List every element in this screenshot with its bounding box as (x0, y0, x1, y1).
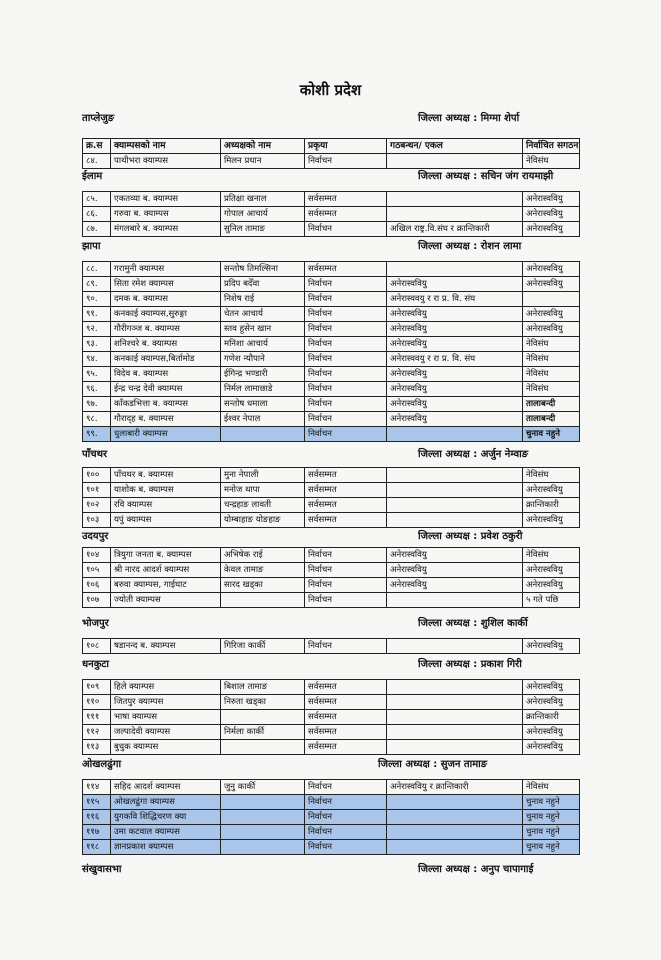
cell-proc: निर्वाचन (305, 427, 387, 442)
cell-n: ११३ (83, 740, 111, 755)
cell-alliance (387, 154, 523, 169)
cell-proc: निर्वाचन (305, 593, 387, 608)
cell-n: १०८ (83, 639, 111, 654)
cell-result: अनेरास्ववियु (523, 639, 580, 654)
cell-alliance (387, 795, 523, 810)
cell-alliance: अनेरास्ववियु (387, 307, 523, 322)
district-president: जिल्ला अध्यक्ष : प्रकाश गिरी (418, 659, 522, 670)
table-row (83, 725, 580, 740)
cell-chair: बिशाल तामाङ (221, 680, 305, 695)
district-header (82, 658, 582, 671)
table-row (83, 337, 580, 352)
cell-proc: निर्वाचन (305, 222, 387, 237)
cell-proc: निर्वाचन (305, 780, 387, 795)
cell-n: ११५ (83, 795, 111, 810)
table-row (83, 810, 580, 825)
cell-n: १०९ (83, 680, 111, 695)
cell-chair: प्रतिक्षा खनाल (221, 192, 305, 207)
cell-proc: सर्वसम्मत (305, 513, 387, 528)
cell-campus: शनिश्चरे ब. क्याम्पस (111, 337, 221, 352)
cell-result: नेविसंघ (523, 548, 580, 563)
cell-chair: निर्मल लामाछाडे (221, 382, 305, 397)
district-name: ताप्लेजुङ (82, 113, 115, 124)
cell-chair: सन्तोष तिमल्सिना (221, 262, 305, 277)
cell-n: ९१. (83, 307, 111, 322)
cell-n: ८५. (83, 192, 111, 207)
cell-result: अनेरास्ववियु (523, 483, 580, 498)
cell-campus: भाषा क्याम्पस (111, 710, 221, 725)
cell-n: ९९. (83, 427, 111, 442)
cell-campus: त्रियुगा जनता ब. क्याम्पस (111, 548, 221, 563)
cell-proc: निर्वाचन (305, 397, 387, 412)
cell-alliance: अनेरास्ववियु (387, 322, 523, 337)
cell-proc: निर्वाचन (305, 563, 387, 578)
cell-proc: निर्वाचन (305, 578, 387, 593)
cell-chair: गणेश न्यौपाने (221, 352, 305, 367)
cell-proc: निर्वाचन (305, 825, 387, 840)
cell-alliance (387, 840, 523, 855)
cell-n: ८९. (83, 277, 111, 292)
cell-campus: बुधुक क्याम्पस (111, 740, 221, 755)
cell-alliance: अनेरास्ववियु (387, 412, 523, 427)
cell-chair: मनोज थापा (221, 483, 305, 498)
district-header (82, 170, 582, 183)
cell-n: ८६. (83, 207, 111, 222)
cell-chair: सारद खड्का (221, 578, 305, 593)
cell-result: नेविसंघ (523, 382, 580, 397)
cell-n: १०२ (83, 498, 111, 513)
cell-campus: हिले क्याम्पस (111, 680, 221, 695)
cell-chair: मनिशा आचार्य (221, 337, 305, 352)
district-table (82, 779, 580, 855)
cell-chair: गोपाल आचार्य (221, 207, 305, 222)
cell-campus: ईन्द्र चन्द्र देवी क्याम्पस (111, 382, 221, 397)
cell-alliance (387, 513, 523, 528)
cell-chair: ईगिन्द्र भण्डारी (221, 367, 305, 382)
table-row (83, 412, 580, 427)
cell-alliance: अनेरास्ववियु (387, 548, 523, 563)
cell-campus: मंगलबारे ब. क्याम्पस (111, 222, 221, 237)
cell-alliance: अनेरास्ववियु (387, 382, 523, 397)
cell-result: अनेरास्ववियु (523, 680, 580, 695)
cell-alliance: अनेरास्ववियु (387, 397, 523, 412)
table-row (83, 397, 580, 412)
district-name: ईलाम (82, 171, 103, 182)
cell-n: ९५. (83, 367, 111, 382)
column-header: प्रकृया (305, 139, 387, 154)
cell-proc: सर्वसम्मत (305, 725, 387, 740)
cell-campus: पाँचथर ब. क्याम्पस (111, 468, 221, 483)
cell-campus: कनकाई क्याम्पस,बिर्तामोड (111, 352, 221, 367)
table-row (83, 207, 580, 222)
cell-result: अनेरास्ववियु (523, 207, 580, 222)
cell-n: १०० (83, 468, 111, 483)
column-header: क्र.स (83, 139, 111, 154)
cell-n: १०३ (83, 513, 111, 528)
cell-result: अनेरास्ववियु (523, 578, 580, 593)
page-title: कोशी प्रदेश (299, 81, 362, 99)
cell-alliance: अनेरास्ववियु र क्रान्तिकारी (387, 780, 523, 795)
cell-proc: सर्वसम्मत (305, 695, 387, 710)
cell-proc: निर्वाचन (305, 367, 387, 382)
cell-campus: सिता रमेश क्याम्पस (111, 277, 221, 292)
cell-campus: ज्योती क्याम्पस (111, 593, 221, 608)
table-row (83, 780, 580, 795)
table-row (83, 593, 580, 608)
district-name: धनकुटा (82, 659, 110, 670)
cell-alliance: अनेरास्ववियु (387, 337, 523, 352)
table-row (83, 578, 580, 593)
cell-result: नेविसंघ (523, 154, 580, 169)
cell-result: चुनाव नहुने (523, 840, 580, 855)
table-row (83, 483, 580, 498)
cell-n: १०७ (83, 593, 111, 608)
table-row (83, 825, 580, 840)
district-table (82, 679, 580, 755)
cell-result: नेविसंघ (523, 780, 580, 795)
cell-proc: निर्वाचन (305, 639, 387, 654)
cell-n: ८७. (83, 222, 111, 237)
cell-proc: सर्वसम्मत (305, 207, 387, 222)
cell-result: तालाबन्दी (523, 397, 580, 412)
cell-n: ११८ (83, 840, 111, 855)
table-row (83, 192, 580, 207)
cell-chair: मुना नेपाली (221, 468, 305, 483)
cell-result: नेविसंघ (523, 337, 580, 352)
cell-campus: रवि क्याम्पस (111, 498, 221, 513)
district-header (82, 758, 582, 771)
table-row (83, 710, 580, 725)
table-row (83, 427, 580, 442)
table-row (83, 548, 580, 563)
cell-chair: चन्द्रहाङ लावती (221, 498, 305, 513)
cell-n: ९३. (83, 337, 111, 352)
cell-n: १०४ (83, 548, 111, 563)
cell-alliance: अनेरास्ववियु (387, 563, 523, 578)
cell-chair: स्तव हुसेन खान (221, 322, 305, 337)
cell-n: ९२. (83, 322, 111, 337)
cell-campus: युगकवि शिद्धिचरण क्या (111, 810, 221, 825)
district-name: ओखलढुंगा (82, 759, 122, 770)
cell-chair (221, 740, 305, 755)
cell-alliance (387, 725, 523, 740)
cell-result: अनेरास्ववियु (523, 513, 580, 528)
cell-campus: षडानन्द ब. क्याम्पस (111, 639, 221, 654)
column-header: क्याम्पसको नाम (111, 139, 221, 154)
district-name: भोजपुर (82, 618, 109, 629)
cell-proc: निर्वाचन (305, 548, 387, 563)
cell-n: ८८. (83, 262, 111, 277)
cell-proc: सर्वसम्मत (305, 468, 387, 483)
cell-proc: निर्वाचन (305, 292, 387, 307)
cell-proc: निर्वाचन (305, 810, 387, 825)
district-table (82, 547, 580, 608)
table-row (83, 262, 580, 277)
table-row (83, 695, 580, 710)
cell-result: अनेरास्ववियु (523, 563, 580, 578)
cell-result: तालाबन्दी (523, 412, 580, 427)
table-row (83, 352, 580, 367)
cell-result: अनेरास्ववियु (523, 222, 580, 237)
cell-alliance (387, 695, 523, 710)
cell-n: ९८. (83, 412, 111, 427)
cell-alliance: अनेरास्ववयु र रा प्र. वि. संघ (387, 352, 523, 367)
cell-result: अनेरास्ववियु (523, 740, 580, 755)
cell-chair: केवल तामाङ (221, 563, 305, 578)
cell-chair: प्रदिप बदेँवा (221, 277, 305, 292)
cell-result: क्रान्तिकारी (523, 710, 580, 725)
district-table (82, 138, 580, 169)
cell-alliance (387, 427, 523, 442)
cell-proc: निर्वाचन (305, 840, 387, 855)
cell-alliance (387, 593, 523, 608)
cell-chair (221, 825, 305, 840)
table-row (83, 382, 580, 397)
cell-alliance (387, 825, 523, 840)
cell-campus: गरामुनी क्याम्पस (111, 262, 221, 277)
cell-campus: पाथीभरा क्याम्पस (111, 154, 221, 169)
cell-alliance (387, 192, 523, 207)
cell-alliance (387, 810, 523, 825)
table-row (83, 513, 580, 528)
cell-result: अनेरास्ववियु (523, 277, 580, 292)
cell-campus: यपुं क्याम्पस (111, 513, 221, 528)
cell-result: चुनाव नहुने (523, 795, 580, 810)
cell-campus: गरुवा ब. क्याम्पस (111, 207, 221, 222)
cell-chair (221, 810, 305, 825)
cell-chair (221, 427, 305, 442)
cell-campus: श्री नारद आदर्श क्याम्पस (111, 563, 221, 578)
cell-proc: निर्वाचन (305, 352, 387, 367)
district-name: उदयपुर (82, 531, 109, 542)
cell-chair: सुनिल तामाङ (221, 222, 305, 237)
cell-chair: अभिषेक राई (221, 548, 305, 563)
cell-result (523, 292, 580, 307)
table-row (83, 795, 580, 810)
cell-proc: सर्वसम्मत (305, 262, 387, 277)
cell-alliance (387, 262, 523, 277)
column-header: अध्यक्षको नाम (221, 139, 305, 154)
column-header: निर्वाचित सगठन (523, 139, 580, 154)
table-header-row (83, 139, 580, 154)
cell-campus: सहिद आदर्श क्याम्पस (111, 780, 221, 795)
cell-n: १०१ (83, 483, 111, 498)
district-table (82, 191, 580, 237)
cell-alliance (387, 498, 523, 513)
cell-result: अनेरास्ववियु (523, 262, 580, 277)
cell-proc: सर्वसम्मत (305, 483, 387, 498)
cell-campus: धुलाबारी क्याम्पस (111, 427, 221, 442)
cell-alliance (387, 710, 523, 725)
cell-result: चुनाव नहुने (523, 427, 580, 442)
cell-proc: निर्वाचन (305, 154, 387, 169)
cell-n: ११६ (83, 810, 111, 825)
cell-campus: गौराद्ह ब. क्याम्पस (111, 412, 221, 427)
cell-campus: याशोक ब. क्याम्पस (111, 483, 221, 498)
table-row (83, 307, 580, 322)
cell-chair (221, 710, 305, 725)
table-row (83, 563, 580, 578)
table-row (83, 367, 580, 382)
cell-chair: सन्तोष धमाला (221, 397, 305, 412)
cell-alliance (387, 207, 523, 222)
cell-campus: एकतव्या ब. क्याम्पस (111, 192, 221, 207)
cell-campus: दमक ब. क्याम्पस (111, 292, 221, 307)
cell-proc: सर्वसम्मत (305, 498, 387, 513)
district-table (82, 467, 580, 528)
cell-result: ५ गते पछि (523, 593, 580, 608)
cell-proc: निर्वाचन (305, 412, 387, 427)
district-president: जिल्ला अध्यक्ष : अर्जुन नेम्वाङ (418, 449, 529, 460)
cell-alliance (387, 483, 523, 498)
cell-alliance: अनेरास्ववियु (387, 367, 523, 382)
cell-chair (221, 795, 305, 810)
cell-n: ९७. (83, 397, 111, 412)
district-header (82, 240, 582, 253)
cell-n: १०६ (83, 578, 111, 593)
cell-n: ९०. (83, 292, 111, 307)
cell-alliance: अखिल राष्ट्र.वि.संघ र क्रान्तिकारी (387, 222, 523, 237)
cell-n: ९४. (83, 352, 111, 367)
cell-proc: निर्वाचन (305, 277, 387, 292)
cell-chair: चेतन आचार्य (221, 307, 305, 322)
cell-result: क्रान्तिकारी (523, 498, 580, 513)
district-president: जिल्ला अध्यक्ष : शुशिल कार्की (418, 618, 528, 629)
table-row (83, 322, 580, 337)
cell-chair: निर्मला कार्की (221, 725, 305, 740)
cell-campus: गौरीगञ्ज ब. क्याम्पस (111, 322, 221, 337)
district-president: जिल्ला अध्यक्ष : मिग्मा शेर्पा (418, 113, 520, 124)
cell-result: अनेरास्ववियु (523, 695, 580, 710)
cell-campus: उमा कटवाल क्याम्पस (111, 825, 221, 840)
cell-n: ११२ (83, 725, 111, 740)
cell-campus: काँकडभित्ता ब. क्याम्पस (111, 397, 221, 412)
cell-campus: जल्पादेवी क्याम्पस (111, 725, 221, 740)
column-header: गठबन्धन/ एकल (387, 139, 523, 154)
cell-alliance (387, 680, 523, 695)
cell-alliance (387, 639, 523, 654)
cell-proc: सर्वसम्मत (305, 710, 387, 725)
cell-campus: ओखलढुंगा क्याम्पस (111, 795, 221, 810)
district-president: जिल्ला अध्यक्ष : रोशन लामा (418, 241, 522, 252)
cell-campus: ज्ञानप्रकाश क्याम्पस (111, 840, 221, 855)
table-row (83, 840, 580, 855)
cell-result: चुनाव नहुने (523, 825, 580, 840)
district-header (82, 112, 582, 125)
district-president: जिल्ला अध्यक्ष : अनुप चापागाई (418, 864, 534, 875)
table-row (83, 680, 580, 695)
cell-alliance: अनेरास्ववियु (387, 277, 523, 292)
cell-campus: विदेव ब. क्याम्पस (111, 367, 221, 382)
district-table (82, 638, 580, 654)
table-row (83, 222, 580, 237)
district-header (82, 530, 582, 543)
cell-chair (221, 593, 305, 608)
cell-n: ११७ (83, 825, 111, 840)
table-row (83, 292, 580, 307)
cell-result: नेविसंघ (523, 367, 580, 382)
district-name: झापा (82, 241, 101, 252)
cell-proc: सर्वसम्मत (305, 192, 387, 207)
cell-chair: ईश्वर नेपाल (221, 412, 305, 427)
table-row (83, 468, 580, 483)
table-row (83, 740, 580, 755)
district-president: जिल्ला अध्यक्ष : प्रवेश ठकुरी (418, 531, 523, 542)
cell-chair: योम्बाहाङ योङहाङ (221, 513, 305, 528)
district-name: पाँचथर (82, 449, 108, 460)
district-president: जिल्ला अध्यक्ष : सुजन तामाङ (378, 759, 488, 770)
cell-proc: सर्वसम्मत (305, 680, 387, 695)
cell-proc: निर्वाचन (305, 795, 387, 810)
cell-alliance (387, 740, 523, 755)
district-name: संखुवासभा (82, 864, 122, 875)
cell-chair: गिरिजा कार्की (221, 639, 305, 654)
cell-n: ९६. (83, 382, 111, 397)
cell-campus: कनकाई क्याम्पस,सुरुङ्गा (111, 307, 221, 322)
cell-result: चुनाव नहुने (523, 810, 580, 825)
district-header (82, 617, 582, 630)
cell-proc: निर्वाचन (305, 337, 387, 352)
district-table (82, 261, 580, 442)
table-row (83, 498, 580, 513)
cell-campus: जितपुर क्याम्पस (111, 695, 221, 710)
cell-campus: बरुवा क्याम्पस, गाईघाट (111, 578, 221, 593)
cell-alliance (387, 468, 523, 483)
cell-chair: मिलन प्रधान (221, 154, 305, 169)
table-row (83, 639, 580, 654)
cell-result: अनेरास्ववियु (523, 725, 580, 740)
table-row (83, 154, 580, 169)
cell-result: नेविसंघ (523, 468, 580, 483)
cell-chair (221, 840, 305, 855)
cell-alliance: अनेरास्ववियु (387, 578, 523, 593)
cell-alliance: अनेरास्ववयु र रा प्र. वि. संघ (387, 292, 523, 307)
district-header (82, 448, 582, 461)
cell-result: अनेरास्ववियु (523, 322, 580, 337)
cell-result: अनेरास्ववियु (523, 307, 580, 322)
cell-n: ११४ (83, 780, 111, 795)
cell-proc: निर्वाचन (305, 322, 387, 337)
cell-n: ८४. (83, 154, 111, 169)
cell-result: अनेरास्ववियु (523, 192, 580, 207)
cell-proc: निर्वाचन (305, 307, 387, 322)
cell-n: १०५ (83, 563, 111, 578)
table-row (83, 277, 580, 292)
district-header (82, 863, 582, 876)
cell-n: ११० (83, 695, 111, 710)
cell-result: नेविसंघ (523, 352, 580, 367)
cell-chair: निशेष राई (221, 292, 305, 307)
cell-proc: सर्वसम्मत (305, 740, 387, 755)
district-president: जिल्ला अध्यक्ष : सचिन जंग रायमाझी (418, 171, 554, 182)
cell-n: १११ (83, 710, 111, 725)
cell-proc: निर्वाचन (305, 382, 387, 397)
cell-chair: जुनु कार्की (221, 780, 305, 795)
cell-chair: निरुता खड्का (221, 695, 305, 710)
